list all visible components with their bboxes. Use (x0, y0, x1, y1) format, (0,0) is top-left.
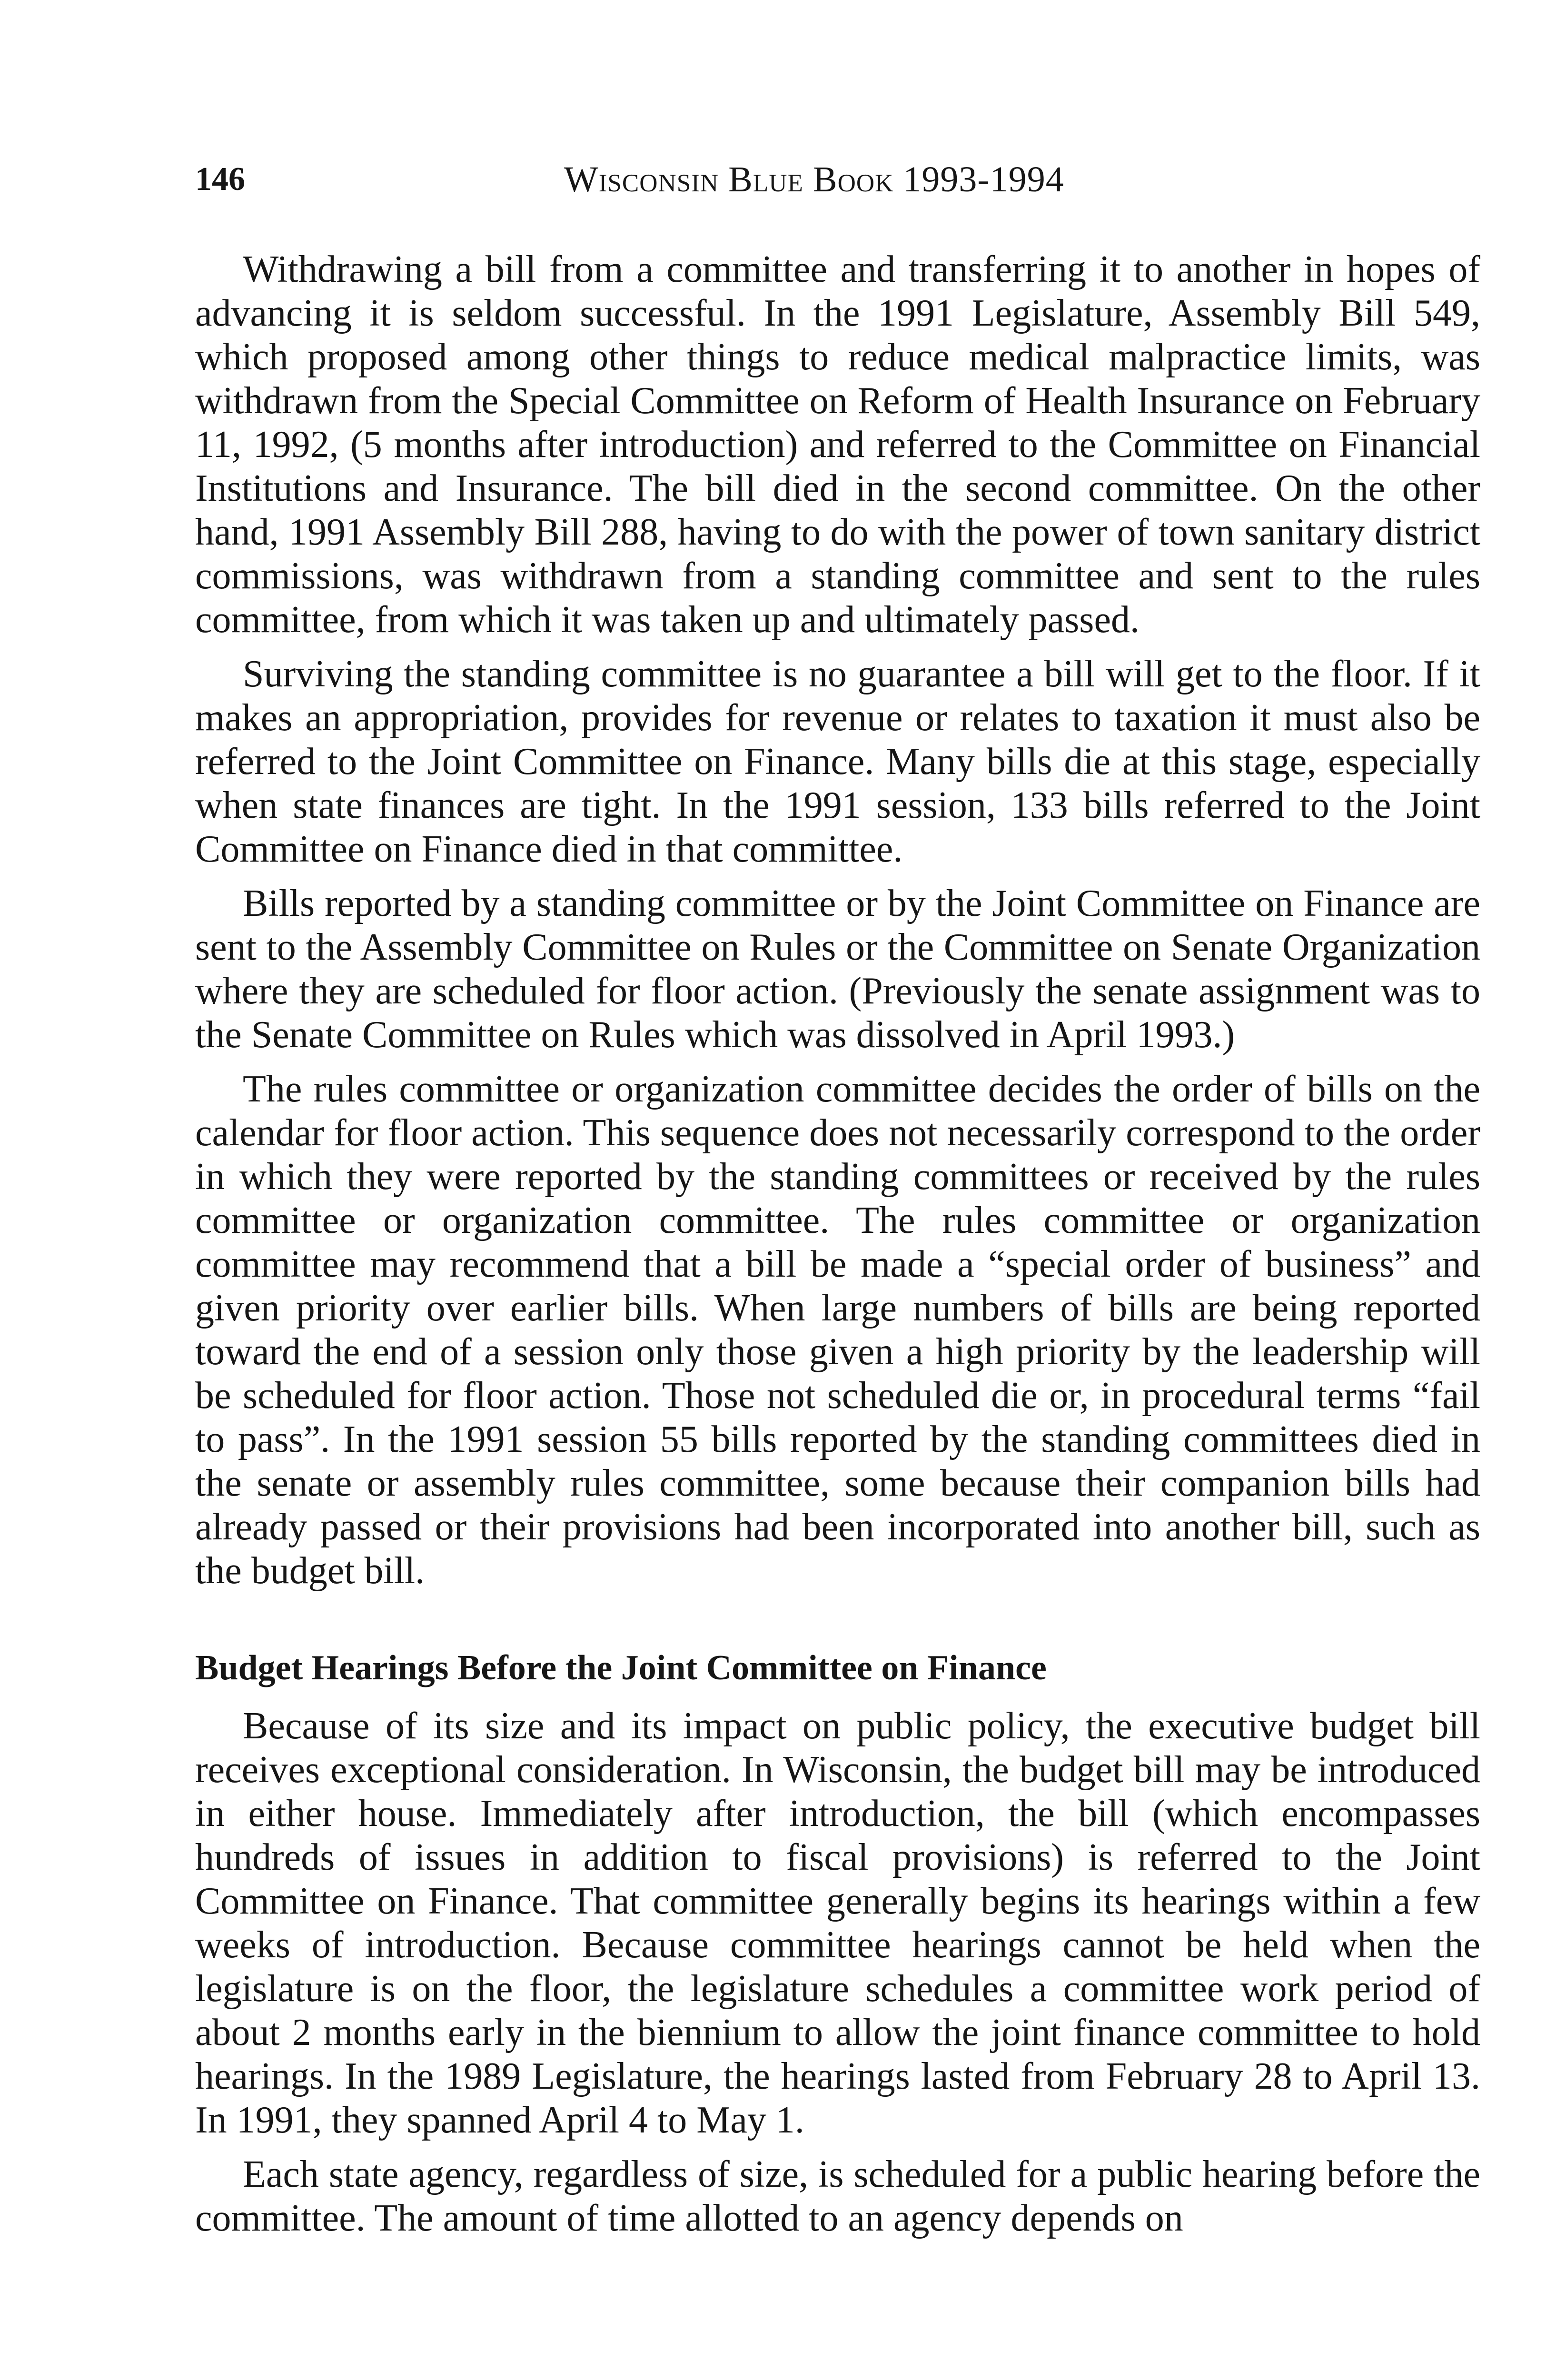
paragraph-agency-hearings: Each state agency, regardless of size, is scheduled for a public hearing before the committee. The amount of time allotted to an agency depends on (195, 2153, 1480, 2239)
page-header (195, 153, 1480, 206)
running-head: Wisconsin Blue Book 1993-1994 (564, 159, 1064, 199)
paragraph-rules-committee: Bills reported by a standing committee or by the Joint Committee on Finance are sent to the Assembly Committee on Rules or the Committee on Senate Organization where they are scheduled for floor action. (Previously the senate assignment was to the Senate Committee on Rules which was dissolved in April 1993.) (195, 883, 1480, 1056)
page-number: 146 (195, 161, 245, 198)
paragraph-budget-bill: Because of its size and its impact on public policy, the executive budget bill receives exceptional consideration. In Wisconsin, the budget bill may be introduced in either house. Immediately after introduction, the bill (which encompasses hundreds of issues in addition to fiscal provisions) is referred to the Joint Committee on Finance. That committee generally begins its hearings within a few weeks of introduction. Because committee hearings cannot be held when the legislature is on the floor, the legislature schedules a committee work period of about 2 months early in the biennium to allow the joint finance committee to hold hearings. In the 1989 Legislature, the hearings lasted from February 28 to April 13. In 1991, they spanned April 4 to May 1. (195, 1705, 1480, 2141)
section-heading-budget-hearings: Budget Hearings Before the Joint Committee on Finance (195, 1648, 1047, 1687)
paragraph-committee-withdrawal: Withdrawing a bill from a committee and transferring it to another in hopes of advancing it is seldom successful. In the 1991 Legislature, Assembly Bill 549, which proposed among other things to reduce medical malpractice limits, was withdrawn from the Special Committee on Reform of Health Insurance on February 11, 1992, (5 months after introduction) and referred to the Committee on Financial Institutions and Insurance. The bill died in the second committee. On the other hand, 1991 Assembly Bill 288, having to do with the power of town sanitary district commissions, was withdrawn from a standing committee and sent to the rules committee, from which it was taken up and ultimately passed. (195, 248, 1480, 641)
paragraph-joint-finance: Surviving the standing committee is no guarantee a bill will get to the floor. If it makes an appropriation, provides for revenue or relates to taxation it must also be referred to the Joint Committee on Finance. Many bills die at this stage, especially when state finances are tight. In the 1991 session, 133 bills referred to the Joint Committee on Finance died in that committee. (195, 653, 1480, 870)
paragraph-calendar-order: The rules committee or organization committee decides the order of bills on the calendar for floor action. This sequence does not necessarily correspond to the order in which they were reported by the standing committees or received by the rules committee or organization committee. The rules committee or organization committee may recommend that a bill be made a “special order of business” and given priority over earlier bills. When large numbers of bills are being reported toward the end of a session only those given a high priority by the leadership will be scheduled for floor action. Those not scheduled die or, in procedural terms “fail to pass”. In the 1991 session 55 bills reported by the standing committees died in the senate or assembly rules committee, some because their companion bills had already passed or their provisions had been incorporated into another bill, such as the budget bill. (195, 1068, 1480, 1592)
body-text (195, 248, 1480, 2240)
